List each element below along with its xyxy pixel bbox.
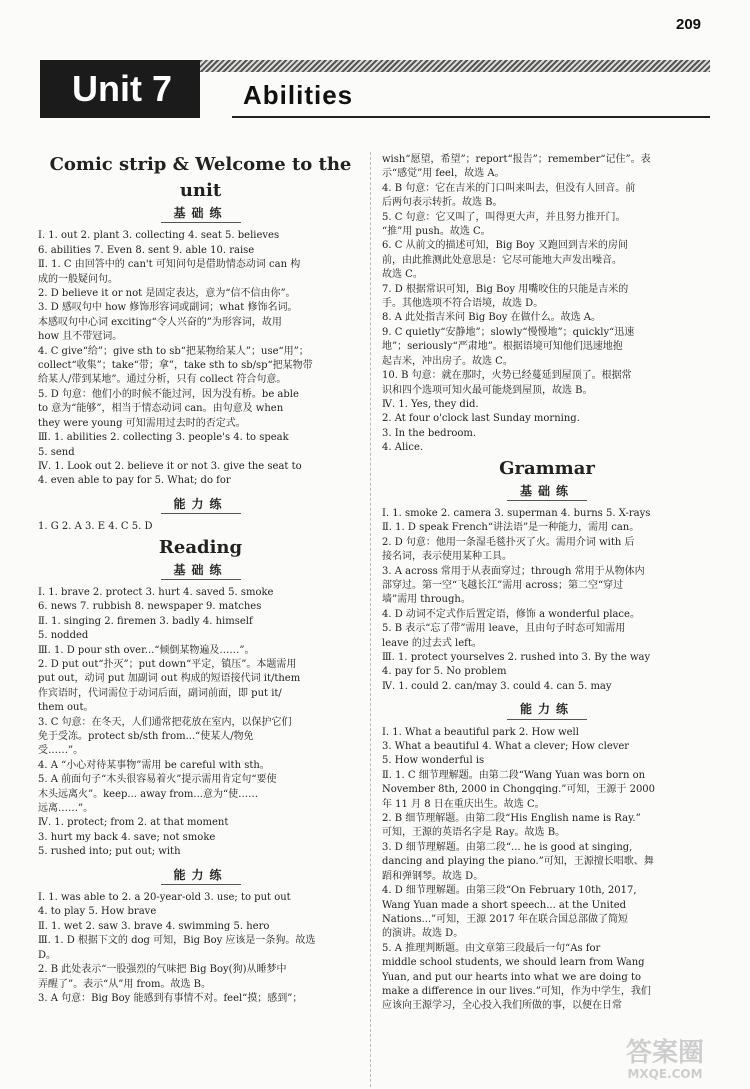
subsection-title: 基础练 <box>38 563 363 580</box>
spacer <box>382 694 712 700</box>
unit-title: Abilities <box>243 80 354 110</box>
answer-line: 本感叹句中心词 exciting“令人兴奋的”为形容词，故用 <box>38 316 282 328</box>
answer-line: 7. D 根据常识可知，Big Boy 用嘴咬住的只能是吉米的 <box>382 283 629 295</box>
answer-line: 3. hurt my back 4. save; not smoke <box>38 831 216 843</box>
unit-label: Unit 7 <box>40 60 200 118</box>
answer-line: 识和四个选项可知火最可能烧到屋顶，故选 B。 <box>382 384 593 396</box>
answer-line: collect“收集”；take“带；拿”，take sth to sb/sp“把某物带 <box>38 360 313 372</box>
answer-line: Nations...”可知，王源 2017 年在联合国总部做了简短 <box>382 913 628 925</box>
subsection-title: 能力练 <box>38 497 363 514</box>
answer-line: 5. A 前面句子“木头很容易着火”提示需用肯定句“要使 <box>38 774 277 786</box>
answer-line: Ⅱ. 1. C 细节理解题。由第二段“Wang Yuan was born on <box>382 769 646 781</box>
answer-line: November 8th, 2000 in Chongqing.”可知，王源于 2000 <box>382 784 656 796</box>
answer-line: Ⅲ. 1. protect yourselves 2. rushed into 3. By the way <box>382 652 651 663</box>
section-title: Comic strip & Welcome to the unit <box>49 154 352 201</box>
answer-line: Ⅲ. 1. D 根据下文的 dog 可知，Big Boy 应该是一条狗。故选 <box>38 935 316 947</box>
answer-line: 5. D 句意：他们小的时候不能过河，因为没有桥。be able <box>38 388 299 400</box>
answer-line: 5. send <box>38 446 75 458</box>
subsection-title: 能力练 <box>382 702 712 719</box>
answer-line: how 且不带冠词。 <box>38 331 123 343</box>
answer-line: 4. C give“给”；give sth to sb“把某物给某人”；use“用”； <box>38 345 309 357</box>
answer-line: 4. D 动词不定式作后置定语，修饰 a wonderful place。 <box>382 608 640 620</box>
answer-line: 8. A 此处指吉米问 Big Boy 在做什么。故选 A。 <box>382 312 602 324</box>
answer-line: Ⅳ. 1. Yes, they did. <box>382 398 479 410</box>
answer-line: Yuan, and put our hearts into what we are doing to <box>382 971 641 983</box>
answer-line: 可知，王源的英语名字是 Ray。故选 B。 <box>382 827 566 839</box>
answer-line: Ⅳ. 1. protect; from 2. at that moment <box>38 817 229 829</box>
answer-line: put out，动词 put 加副词 out 构成的短语接代词 it/them <box>38 673 301 685</box>
answer-line: make a difference in our lives.”可知，作为中学生，我们 <box>382 985 651 997</box>
answer-line: Ⅱ. 1. wet 2. saw 3. brave 4. swimming 5. hero <box>38 920 270 932</box>
answer-line: 5. A 推理判断题。由文章第三段最后一句“As for <box>382 942 601 954</box>
answer-line: Ⅱ. 1. C 由回答中的 can't 可知问句是借助情态动词 can 构 <box>38 259 301 271</box>
answer-line: 4. A “小心对待某事物”需用 be careful with sth。 <box>38 759 270 771</box>
answer-line: 免于受冻。protect sb/sth from...“使某人/物免 <box>38 731 254 742</box>
answer-line: them out。 <box>38 702 94 714</box>
left-column <box>38 152 363 1006</box>
answer-line: 远离……”。 <box>38 803 94 815</box>
answer-line: 年 11 月 8 日在重庆出生。故选 C。 <box>382 798 545 810</box>
answer-line: 4. B 句意：它在吉米的门口叫来叫去，但没有人回音。前 <box>382 182 636 194</box>
answer-line: 部穿过。第一空“飞越长江”需用 across；第二空“穿过 <box>382 579 624 591</box>
answer-line: Ⅰ. 1. out 2. plant 3. collecting 4. seat 5. believes <box>38 230 280 242</box>
answer-line: 3. In the bedroom. <box>382 427 477 439</box>
answer-line: 3. A across 常用于从表面穿过；through 常用于从物体内 <box>382 565 645 577</box>
answer-line: 4. D 细节理解题。由第三段“On February 10th, 2017, <box>382 885 637 897</box>
answer-line: 故选 C。 <box>382 269 423 281</box>
answer-line: wish“愿望，希望”；report“报告”；remember“记住”。表 <box>382 154 651 165</box>
answer-line: Ⅱ. 1. D speak French“讲法语”是一种能力，需用 can。 <box>382 522 640 534</box>
answer-line: 2. B 此处表示“一股强烈的气味把 Big Boy(狗)从睡梦中 <box>38 964 287 976</box>
answer-line: Ⅳ. 1. could 2. can/may 3. could 4. can 5. may <box>382 680 612 692</box>
answer-line: 接名词，表示使用某种工具。 <box>382 551 512 563</box>
answer-line: 作宾语时，代词需位于动词后面，副词前面，即 put it/ <box>38 687 282 699</box>
answer-line: D。 <box>38 949 57 961</box>
answer-line: 的演讲。故选 D。 <box>382 928 464 940</box>
answer-line: 3. C 句意：在冬天，人们通常把花放在室内，以保护它们 <box>38 716 292 728</box>
answer-line: 示“感觉”用 feel，故选 A。 <box>382 168 505 180</box>
answer-line: 5. How wonderful is <box>382 755 485 767</box>
answer-line: 4. even able to pay for 5. What; do for <box>38 475 231 487</box>
section-title: Reading <box>158 536 243 558</box>
answer-line: 9. C quietly“安静地”；slowly“慢慢地”；quickly“迅速 <box>382 326 635 338</box>
answer-line: 应该向王源学习，全心投入我们所做的事，以便在日常 <box>382 1000 622 1012</box>
answer-line: 6. news 7. rubbish 8. newspaper 9. matches <box>38 601 262 613</box>
answer-line: 墙”需用 through。 <box>382 594 471 606</box>
answer-line: 2. At four o'clock last Sunday morning. <box>382 413 580 425</box>
answer-line: 5. rushed into; put out; with <box>38 846 181 858</box>
answer-line: 2. B 细节理解题。由第二段“His English name is Ray.” <box>382 813 641 825</box>
answer-line: 3. A 句意：Big Boy 能感到有事情不对。feel“摸；感到”； <box>38 992 303 1004</box>
answer-line: 前，由此推测此处意思是：它尽可能地大声发出噪音。 <box>382 254 622 266</box>
answer-line: 4. pay for 5. No problem <box>382 666 507 678</box>
header-stripe <box>200 60 710 72</box>
answer-line: 弄醒了”。表示“从”用 from。故选 B。 <box>38 978 212 990</box>
answer-line: Wang Yuan made a short speech... at the United <box>382 899 627 911</box>
answer-line: Ⅰ. 1. brave 2. protect 3. hurt 4. saved 5. smoke <box>38 586 274 598</box>
answer-line: 地”；seriously“严肃地”。根据语境可知他们迅速地抱 <box>382 341 623 353</box>
answer-line: to 意为“能够”，相当于情态动词 can。由句意及 when <box>38 403 284 415</box>
section-title: Grammar <box>499 457 595 479</box>
answer-line: 4. to play 5. How brave <box>38 906 157 918</box>
answer-line: 10. B 句意：就在那时，火势已经蔓延到屋顶了。根据常 <box>382 370 632 382</box>
answer-line: Ⅳ. 1. Look out 2. believe it or not 3. give the seat to <box>38 460 302 472</box>
header-underline <box>232 116 710 118</box>
answer-line: 1. G 2. A 3. E 4. C 5. D <box>38 521 153 533</box>
answer-line: 6. abilities 7. Even 8. sent 9. able 10. raise <box>38 244 255 256</box>
answer-line: 2. D believe it or not 是固定表达，意为“信不信由你”。 <box>38 288 296 300</box>
watermark-url: MXQE.COM <box>627 1067 703 1081</box>
answer-line: 2. D put out“扑灭”；put down“平定，镇压”。本题需用 <box>38 658 297 670</box>
answer-line: 受……”。 <box>38 745 84 757</box>
column-divider <box>370 152 371 1087</box>
answer-line: Ⅲ. 1. abilities 2. collecting 3. people's 4. to speak <box>38 432 289 444</box>
answer-line: 3. D 细节理解题。由第二段“... he is good at singing, <box>382 841 633 853</box>
answer-line: Ⅰ. 1. was able to 2. a 20-year-old 3. use; to put out <box>38 892 291 904</box>
answer-line: 3. D 感叹句中 how 修饰形容词或副词；what 修饰名词。 <box>38 302 298 314</box>
answer-line: 5. B 表示“忘了带”需用 leave，且由句子时态可知需用 <box>382 623 626 635</box>
answer-line: 6. C 从前文的描述可知，Big Boy 又跑回到吉米的房间 <box>382 240 628 252</box>
answer-line: Ⅰ. 1. smoke 2. camera 3. superman 4. burns 5. X-rays <box>382 507 651 519</box>
watermark-text: 答案圈 <box>625 1038 704 1068</box>
answer-line: middle school students, we should learn from Wang <box>382 957 645 969</box>
answer-line: dancing and playing the piano.”可知，王源擅长唱歌、舞 <box>382 856 654 868</box>
answer-line: 起吉米，冲出房子。故选 C。 <box>382 355 513 367</box>
answer-line: Ⅰ. 1. What a beautiful park 2. How well <box>382 726 579 738</box>
answer-line: 成的一般疑问句。 <box>38 273 118 285</box>
answer-line: 5. nodded <box>38 630 89 642</box>
spacer <box>38 489 363 495</box>
answer-line: 2. D 句意：他用一条湿毛毯扑灭了火。需用介词 with 后 <box>382 536 635 548</box>
watermark <box>600 1040 730 1085</box>
answer-line: 手。其他选项不符合语境，故选 D。 <box>382 298 544 310</box>
answer-line: Ⅱ. 1. singing 2. firemen 3. badly 4. himself <box>38 615 253 627</box>
right-column <box>382 153 712 1014</box>
subsection-title: 基础练 <box>38 206 363 223</box>
page-number: 209 <box>676 16 702 33</box>
answer-line: leave 的过去式 left。 <box>382 637 482 649</box>
answer-line: 给某人/带到某地”。通过分析，只有 collect 符合句意。 <box>38 374 287 386</box>
spacer <box>38 860 363 866</box>
answer-line: 5. C 句意：它又叫了，叫得更大声，并且努力推开门。 <box>382 211 626 223</box>
answer-line: 后两句表示转折。故选 B。 <box>382 197 503 209</box>
subsection-title: 基础练 <box>382 484 712 501</box>
answer-line: 3. What a beautiful 4. What a clever; How clever <box>382 741 630 753</box>
answer-line: 蹈和弹钢琴。故选 D。 <box>382 870 484 882</box>
answer-line: they were young 可知需用过去时的否定式。 <box>38 417 246 429</box>
subsection-title: 能力练 <box>38 868 363 885</box>
answer-line: Ⅲ. 1. D pour sth over...“倾倒某物遍及……”。 <box>38 644 255 656</box>
answer-line: “推”用 push。故选 C。 <box>382 226 491 238</box>
answer-line: 4. Alice. <box>382 442 424 454</box>
answer-line: 木头远离火”。keep... away from...意为“使…… <box>38 788 259 800</box>
